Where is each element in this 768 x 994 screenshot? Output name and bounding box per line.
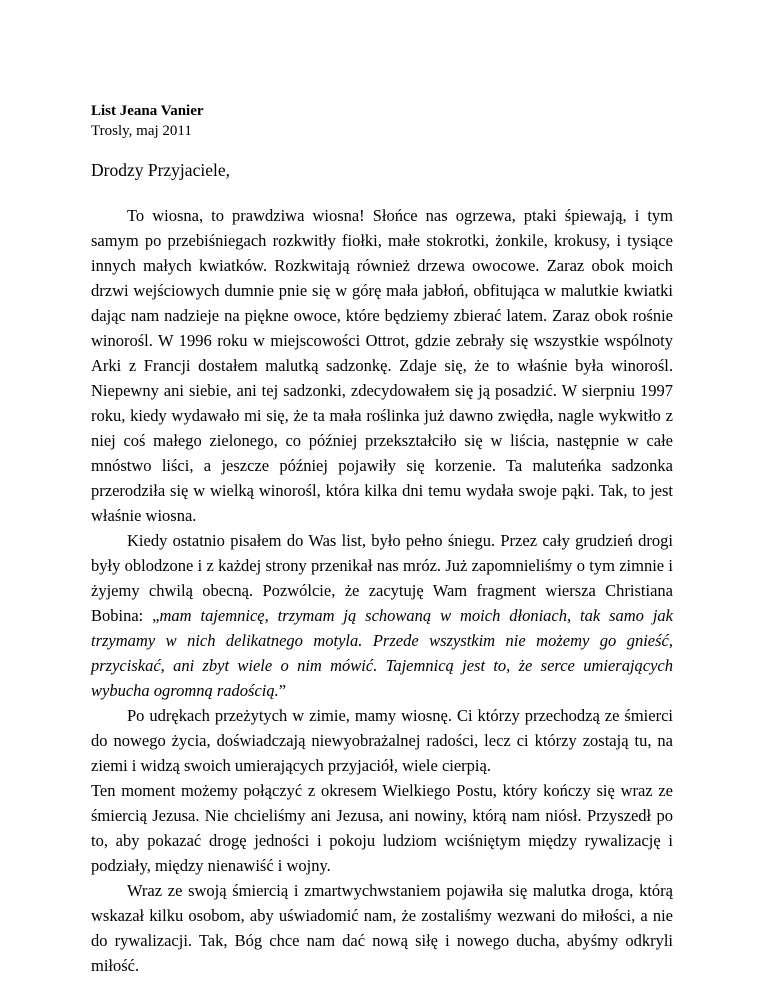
letter-header (91, 101, 204, 141)
paragraph-2-lead: Kiedy ostatnio pisałem do Was list, było pełno śniegu. Przez cały grudzień drogi były oblodzone i z każdej strony przenikał nas mróz. Już zapomnieliśmy o tym zimnie i żyjemy chwilą obecną. Pozwólcie, że zacytuję Wam fragment wiersza Christiana Bobina: „ (91, 531, 673, 625)
paragraph-4: Ten moment możemy połączyć z okresem Wielkiego Postu, który kończy się wraz ze śmiercią Jezusa. Nie chcieliśmy ani Jezusa, ani nowiny, którą nam niósł. Przyszedł po to, aby pokazać drogę jedności i pokoju ludziom wciśniętym między rywalizację i podziały, między nienawiść i wojny. (91, 781, 673, 875)
letter-author: List Jeana Vanier (91, 103, 204, 119)
paragraph-2 (91, 528, 673, 703)
paragraph-3: Po udrękach przeżytych w zimie, mamy wiosnę. Ci którzy przechodzą ze śmierci do nowego życia, doświadczają niewyobrażalnej radości, lecz ci którzy zostają tu, na ziemi i widzą swoich umierających przyjaciół, wiele cierpią. (91, 706, 673, 775)
paragraph-1: To wiosna, to prawdziwa wiosna! Słońce nas ogrzewa, ptaki śpiewają, i tym samym po przebiśniegach rozkwitły fiołki, małe stokrotki, żonkile, krokusy, i tysiące innych małych kwiatków. Rozkwitają również drzewa owocowe. Zaraz obok moich drzwi wejściowych dumnie pnie się w górę mała jabłoń, obfitująca w malutkie kwiatki dając nam nadzieje na piękne owoce, które będziemy zbierać latem. Zaraz obok rośnie winorośl. W 1996 roku w miejscowości Ottrot, gdzie zebrały się wszystkie wspólnoty Arki z Francji dostałem malutką sadzonkę. Zdaje się, że to właśnie była winorośl. Niepewny ani siebie, ani tej sadzonki, zdecydowałem się ją posadzić. W sierpniu 1997 roku, kiedy wydawało mi się, że ta mała roślinka już dawno zwiędła, nagle wykwitło z niej coś małego zielonego, co później przekształciło się w liścia, następnie w całe mnóstwo liści, a jeszcze później pojawiły się korzenie. Ta maluteńka sadzonka przerodziła się w wielką winorośl, która kilka dni temu wydała swoje pąki. Tak, to jest właśnie wiosna. (91, 206, 673, 525)
letter-place-date: Trosly, maj 2011 (91, 123, 192, 139)
quote-close-mark: ” (278, 681, 287, 700)
paragraph-5: Wraz ze swoją śmiercią i zmartwychwstaniem pojawiła się malutka droga, którą wskazał kilku osobom, aby uświadomić nam, że zostaliśmy wezwani do miłości, a nie do rywalizacji. Tak, Bóg chce nam dać nową siłę i nowego ducha, abyśmy odkryli miłość. (91, 881, 673, 975)
letter-body (91, 203, 673, 978)
letter-greeting: Drodzy Przyjaciele, (91, 160, 230, 180)
bobin-quote: mam tajemnicę, trzymam ją schowaną w moich dłoniach, tak samo jak trzymamy w nich delikatnego motyla. Przede wszystkim nie możemy go gnieść, przyciskać, ani zbyt wiele o nim mówić. Tajemnicą jest to, że serce umierających wybucha ogromną radością. (91, 606, 674, 700)
